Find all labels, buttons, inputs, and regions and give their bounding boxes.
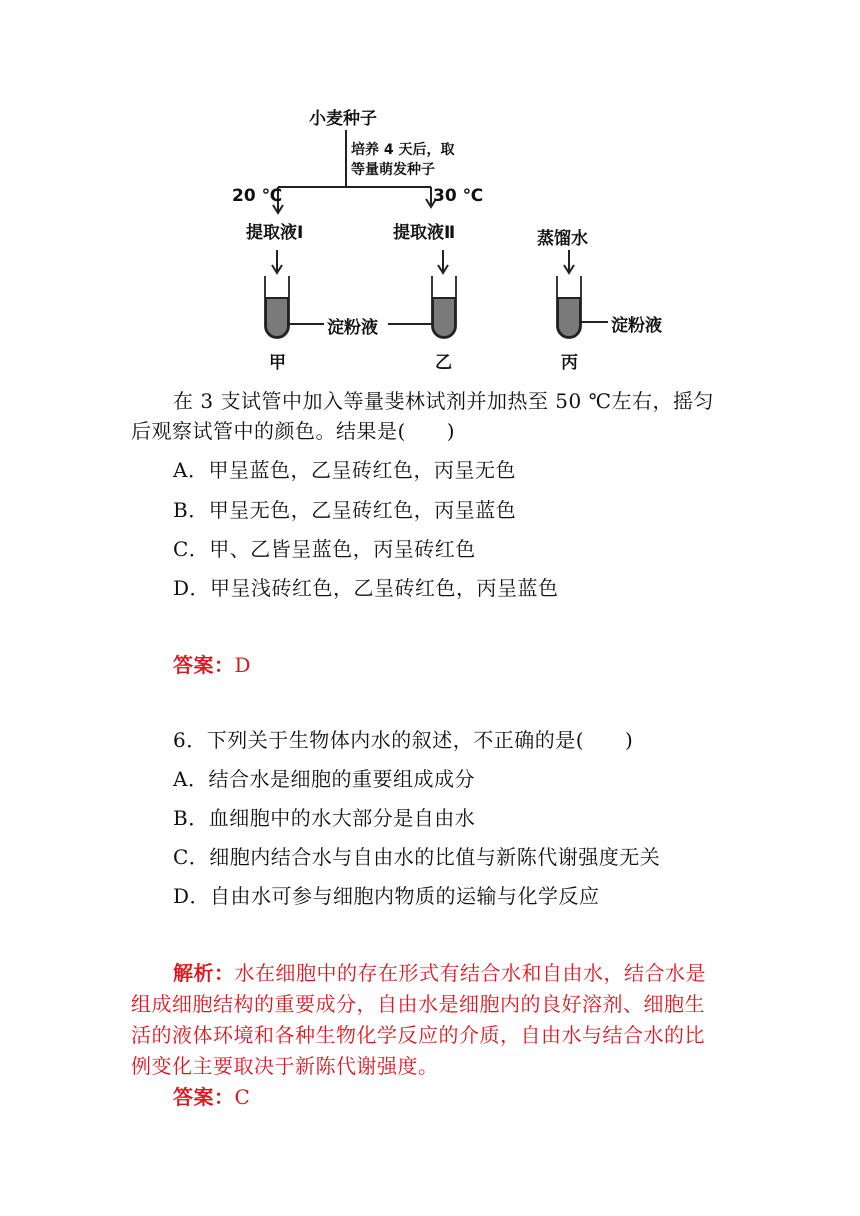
- q5-answer-value: D: [234, 653, 252, 677]
- tube-2-label: 乙: [435, 353, 452, 373]
- q6-explanation-line4: 例变化主要取决于新陈代谢强度。: [131, 1054, 439, 1078]
- q6-option-c: C．细胞内结合水与自由水的比值与新陈代谢强度无关: [173, 845, 661, 869]
- starch-right-label: 淀粉液: [611, 316, 662, 336]
- step-label-2: 等量萌发种子: [351, 162, 435, 178]
- q5-stem-line1: 在 3 支试管中加入等量斐林试剂并加热至 50 ℃左右，摇匀: [173, 389, 714, 413]
- step-label-1: 培养 4 天后，取: [351, 142, 455, 158]
- q6-explanation-line1: [173, 957, 706, 986]
- water-label: 蒸馏水: [537, 229, 588, 249]
- q5-stem-line2: 后观察试管中的颜色。结果是( ): [131, 419, 456, 443]
- q6-explanation-text-1: 水在细胞中的存在形式有结合水和自由水，结合水是: [234, 961, 706, 985]
- q6-option-a: A．结合水是细胞的重要组成成分: [173, 767, 475, 791]
- extract-1-label: 提取液Ⅰ: [246, 223, 304, 243]
- q6-answer: [173, 1081, 250, 1110]
- diagram-lines: [0, 0, 860, 380]
- q6-explanation-label: 解析：: [173, 961, 235, 985]
- starch-left-label: 淀粉液: [327, 318, 378, 338]
- q5-option-d: D．甲呈浅砖红色，乙呈砖红色，丙呈蓝色: [173, 576, 559, 600]
- seed-label: 小麦种子: [309, 109, 377, 129]
- q5-answer: [173, 649, 251, 678]
- q5-option-a: A．甲呈蓝色，乙呈砖红色，丙呈无色: [173, 458, 516, 482]
- q6-answer-label: 答案：: [173, 1085, 235, 1109]
- tube-3-label: 丙: [561, 353, 578, 373]
- q6-option-d: D．自由水可参与细胞内物质的运输与化学反应: [173, 884, 600, 908]
- q5-answer-label: 答案：: [173, 653, 235, 677]
- extract-2-label: 提取液Ⅱ: [393, 223, 456, 243]
- temp-left: 20 ℃: [232, 186, 283, 206]
- q6-answer-value: C: [234, 1085, 251, 1109]
- tube-1-label: 甲: [269, 353, 286, 373]
- q5-option-c: C．甲、乙皆呈蓝色，丙呈砖红色: [173, 537, 476, 561]
- q6-explanation-line3: 活的液体环境和各种生物化学反应的介质，自由水与结合水的比: [131, 1023, 705, 1047]
- q6-stem: 6．下列关于生物体内水的叙述，不正确的是( ): [173, 728, 634, 752]
- q6-explanation-line2: 组成细胞结构的重要成分，自由水是细胞内的良好溶剂、细胞生: [131, 992, 705, 1016]
- temp-right: 30 ℃: [433, 186, 484, 206]
- q6-option-b: B．血细胞中的水大部分是自由水: [173, 806, 476, 830]
- q5-option-b: B．甲呈无色，乙呈砖红色，丙呈蓝色: [173, 498, 517, 522]
